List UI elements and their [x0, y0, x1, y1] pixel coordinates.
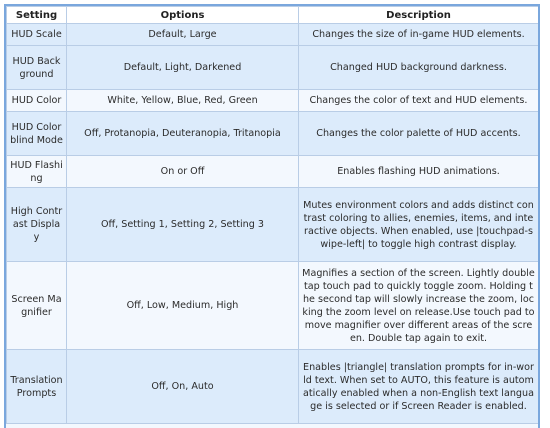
header-setting: Setting — [7, 7, 67, 24]
setting-cell: Screen Magnifier — [7, 262, 67, 350]
options-cell: Off, Setting 1, Setting 2, Setting 3 — [67, 188, 299, 262]
setting-cell: High Contrast Display — [7, 188, 67, 262]
description-cell: Enables |triangle| translation prompts for in-world text. When set to AUTO, this feature is automatically enabled when a non-English text language is selected or if Screen Reader is enabled. — [299, 350, 539, 424]
accessibility-settings-table — [6, 6, 539, 424]
options-cell: Off, Protanopia, Deuteranopia, Tritanopia — [67, 112, 299, 156]
description-cell: Magnifies a section of the screen. Lightly double tap touch pad to quickly toggle zoom. Holding the second tap will slowly increase the zoom, locking the zoom level on release.Use touch pad to move magnifier over different areas of the screen. Double tap again to exit. — [299, 262, 539, 350]
setting-cell: HUD Background — [7, 46, 67, 90]
table-row — [7, 156, 539, 188]
options-cell: Off, Low, Medium, High — [67, 262, 299, 350]
options-cell: On or Off — [67, 156, 299, 188]
description-cell: Changes the size of in-game HUD elements. — [299, 24, 539, 46]
description-cell: Changes the color palette of HUD accents. — [299, 112, 539, 156]
setting-cell: Translation Prompts — [7, 350, 67, 424]
description-cell: Enables flashing HUD animations. — [299, 156, 539, 188]
table-row — [7, 262, 539, 350]
table-row — [7, 188, 539, 262]
options-cell: Off, On, Auto — [67, 350, 299, 424]
description-cell: Changed HUD background darkness. — [299, 46, 539, 90]
header-description: Description — [299, 7, 539, 24]
table-row — [7, 24, 539, 46]
setting-cell: HUD Colorblind Mode — [7, 112, 67, 156]
setting-cell: HUD Scale — [7, 24, 67, 46]
table-header-row — [7, 7, 539, 24]
table-row — [7, 46, 539, 90]
table-row — [7, 350, 539, 424]
options-cell: White, Yellow, Blue, Red, Green — [67, 90, 299, 112]
options-cell: Default, Large — [67, 24, 299, 46]
description-cell: Changes the color of text and HUD elements. — [299, 90, 539, 112]
table-row — [7, 112, 539, 156]
header-options: Options — [67, 7, 299, 24]
settings-table-frame — [4, 4, 540, 428]
options-cell: Default, Light, Darkened — [67, 46, 299, 90]
table-row — [7, 90, 539, 112]
setting-cell: HUD Flashing — [7, 156, 67, 188]
setting-cell: HUD Color — [7, 90, 67, 112]
description-cell: Mutes environment colors and adds distinct contrast coloring to allies, enemies, items, and interactive objects. When enabled, use |touchpad-swipe-left| to toggle high contrast display. — [299, 188, 539, 262]
